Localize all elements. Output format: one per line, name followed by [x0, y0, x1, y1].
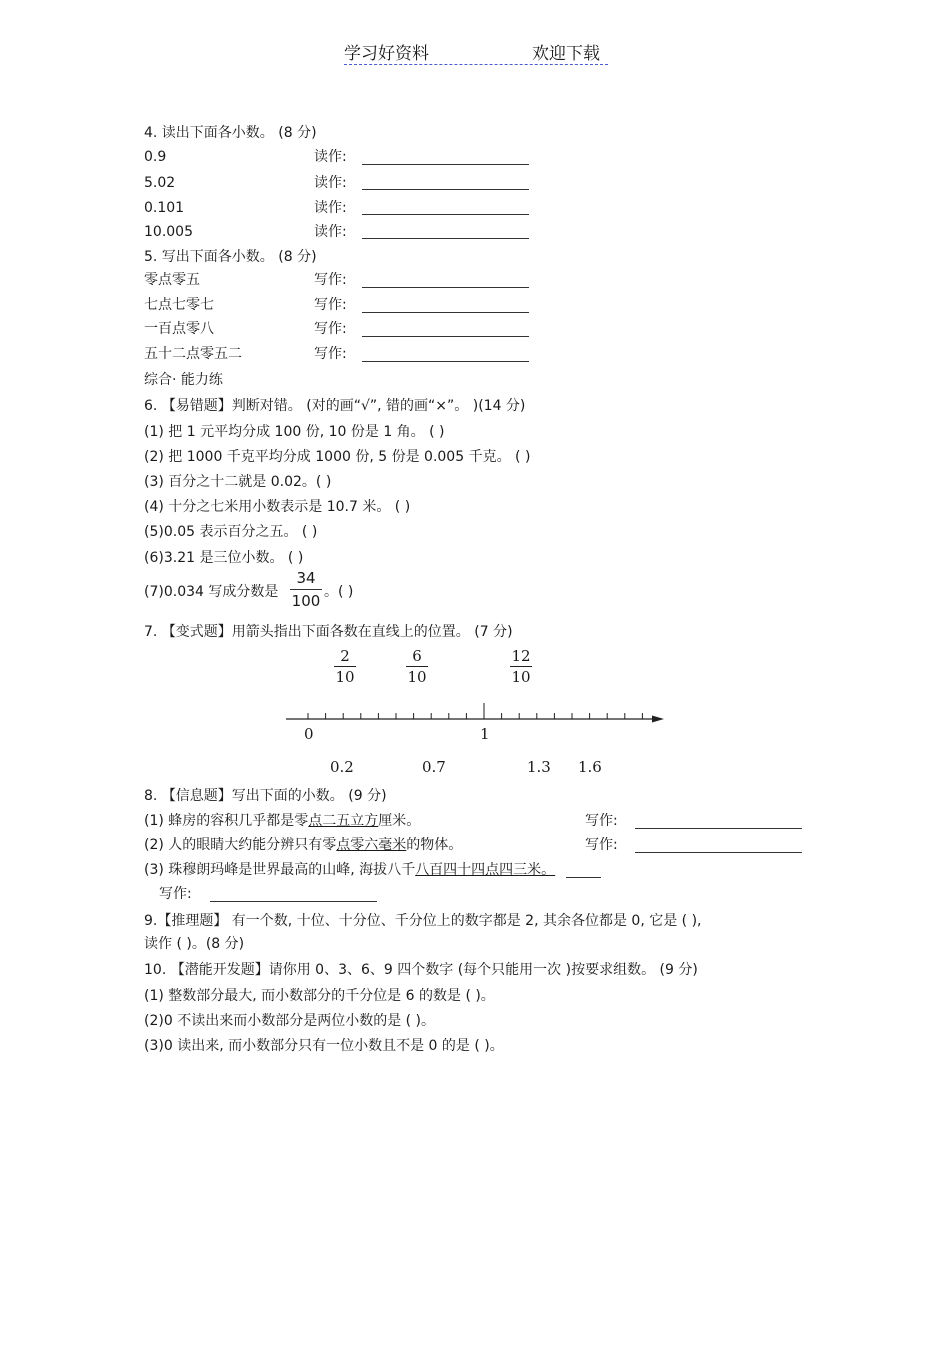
header-dashed-rule	[344, 64, 608, 65]
answer-blank[interactable]	[635, 828, 802, 829]
q9-line-1: 9.【推理题】 有一个数, 十位、十分位、千分位上的数字都是 2, 其余各位都是 0, 它是 ( ),	[144, 913, 702, 929]
q5-label: 写作:	[314, 346, 347, 362]
tick-label-one: 1	[480, 725, 490, 743]
q5-label: 写作:	[314, 272, 347, 288]
q8-item-3	[144, 863, 555, 877]
q5-value: 七点七零七	[144, 297, 214, 313]
q6-item7-suffix: 。( )	[324, 584, 354, 600]
q5-title: 5. 写出下面各小数。 (8 分)	[144, 249, 317, 265]
tick-label-zero: 0	[304, 725, 314, 743]
q8-item-text: (1) 蜂房的容积几乎都是零	[144, 813, 309, 829]
q4-label: 读作:	[314, 175, 347, 191]
q6-title: 6. 【易错题】判断对错。 (对的画“√”, 错的画“×”。 )(14 分)	[144, 398, 526, 414]
q8-write-label: 写作:	[585, 813, 618, 829]
q8-item-text: 厘米。	[378, 813, 421, 829]
q6-item: (3) 百分之十二就是 0.02。( )	[144, 474, 332, 490]
q8-item-underlined: 八百四十四点四三米。	[415, 862, 556, 878]
q8-title: 8. 【信息题】写出下面的小数。 (9 分)	[144, 788, 387, 804]
answer-blank[interactable]	[362, 287, 529, 288]
answer-blank[interactable]	[362, 189, 529, 190]
answer-blank[interactable]	[362, 361, 529, 362]
q5-label: 写作:	[314, 321, 347, 337]
q6-item: (6)3.21 是三位小数。 ( )	[144, 550, 304, 566]
q8-write-label: 写作:	[159, 886, 192, 902]
fraction-denominator: 100	[291, 592, 321, 610]
q4-label: 读作:	[314, 200, 347, 216]
q7-fraction	[510, 649, 532, 685]
q7-decimal: 0.2	[330, 758, 354, 776]
fraction-bar	[510, 666, 532, 667]
q4-value: 0.9	[144, 149, 167, 165]
q10-item: (3)0 读出来, 而小数部分只有一位小数且不是 0 的是 ( )。	[144, 1038, 504, 1054]
answer-blank[interactable]	[362, 164, 529, 165]
q6-item: (5)0.05 表示百分之五。 ( )	[144, 524, 318, 540]
answer-blank[interactable]	[362, 336, 529, 337]
q8-item-2	[144, 838, 462, 852]
q10-item: (1) 整数部分最大, 而小数部分的千分位是 6 的数是 ( )。	[144, 988, 495, 1004]
q5-value: 零点零五	[144, 272, 200, 288]
q4-label: 读作:	[314, 149, 347, 165]
fraction-numerator: 2	[340, 647, 350, 665]
fraction-numerator: 6	[412, 647, 422, 665]
q4-title: 4. 读出下面各小数。 (8 分)	[144, 125, 317, 141]
q7-fraction	[406, 649, 428, 685]
header-left-text: 学习好资料	[344, 44, 429, 64]
answer-blank[interactable]	[635, 852, 802, 853]
q7-fraction	[334, 649, 356, 685]
q7-decimal: 1.3	[527, 758, 551, 776]
q5-value: 一百点零八	[144, 321, 214, 337]
q4-value: 5.02	[144, 175, 176, 191]
q6-item7-fraction	[290, 571, 322, 609]
number-line	[280, 700, 670, 730]
q8-write-label: 写作:	[585, 837, 618, 853]
section-heading: 综合· 能力练	[144, 372, 223, 388]
q4-label: 读作:	[314, 224, 347, 240]
fraction-numerator: 34	[296, 569, 316, 587]
q5-label: 写作:	[314, 297, 347, 313]
fraction-bar	[290, 589, 322, 590]
q10-item: (2)0 不读出来而小数部分是两位小数的是 ( )。	[144, 1013, 436, 1029]
q8-item-1	[144, 814, 420, 828]
q6-item: (4) 十分之七米用小数表示是 10.7 米。 ( )	[144, 499, 411, 515]
q10-title: 10. 【潜能开发题】请你用 0、3、6、9 四个数字 (每个只能用一次 )按要求组数。 (9 分)	[144, 962, 698, 978]
fraction-numerator: 12	[511, 647, 531, 665]
answer-blank[interactable]	[362, 238, 529, 239]
fraction-bar	[406, 666, 428, 667]
q7-decimal: 1.6	[578, 758, 602, 776]
number-line-ticks	[308, 703, 642, 719]
fraction-denominator: 10	[335, 668, 355, 686]
answer-blank[interactable]	[210, 901, 377, 902]
q5-value: 五十二点零五二	[144, 346, 242, 362]
q4-value: 0.101	[144, 200, 185, 216]
q7-decimal: 0.7	[422, 758, 446, 776]
q6-item: (2) 把 1000 千克平均分成 1000 份, 5 份是 0.005 千克。 ( )	[144, 449, 531, 465]
q6-item7-prefix: (7)0.034 写成分数是	[144, 584, 279, 600]
q6-item: (1) 把 1 元平均分成 100 份, 10 份是 1 角。 ( )	[144, 424, 445, 440]
q8-item-underlined: 点零六毫米	[336, 837, 407, 853]
q4-value: 10.005	[144, 224, 193, 240]
answer-blank[interactable]	[362, 214, 529, 215]
q8-item-underlined: 点二五立方	[308, 813, 379, 829]
q8-item-text: 的物体。	[406, 837, 463, 853]
fraction-denominator: 10	[407, 668, 427, 686]
number-line-arrowhead	[652, 716, 664, 723]
answer-blank[interactable]	[362, 312, 529, 313]
header-right-text: 欢迎下载	[532, 44, 600, 64]
q8-item-text: (2) 人的眼睛大约能分辨只有零	[144, 837, 337, 853]
fraction-bar	[334, 666, 356, 667]
underline-extension	[566, 877, 601, 878]
q7-title: 7. 【变式题】用箭头指出下面各数在直线上的位置。 (7 分)	[144, 624, 513, 640]
q8-item-text: (3) 珠穆朗玛峰是世界最高的山峰, 海拔八千	[144, 862, 416, 878]
fraction-denominator: 10	[511, 668, 531, 686]
q9-line-2: 读作 ( )。(8 分)	[144, 936, 245, 952]
